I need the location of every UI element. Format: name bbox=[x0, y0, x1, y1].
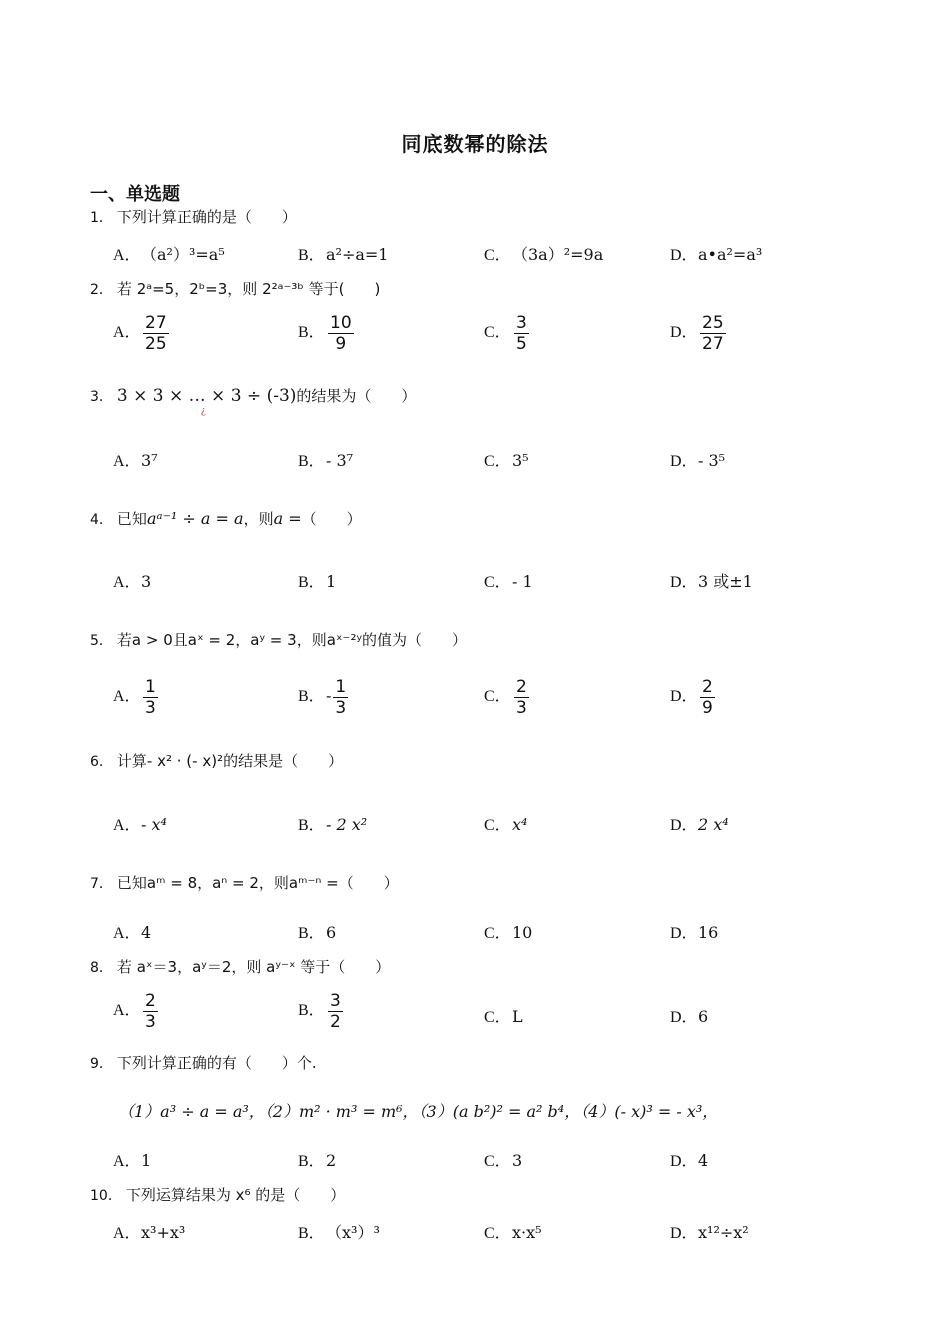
option-b[interactable]: B．6 bbox=[298, 923, 337, 942]
option-c[interactable]: C．3 bbox=[484, 1151, 523, 1170]
question-6 bbox=[90, 750, 343, 771]
option-a[interactable]: A．3⁷ bbox=[113, 451, 158, 470]
option-c[interactable]: C． $\frac{3}{5}$ bbox=[484, 313, 527, 354]
option-d[interactable]: D．x¹²÷x² bbox=[670, 1223, 749, 1242]
option-d[interactable]: D．a•a²=a³ bbox=[670, 245, 763, 264]
page-title: 同底数幂的除法 bbox=[401, 132, 549, 156]
question-5 bbox=[90, 629, 467, 650]
question-number: 7． bbox=[90, 876, 113, 892]
question-1 bbox=[90, 206, 297, 227]
fraction: $\frac{25}{27}$ bbox=[702, 313, 724, 354]
option-a[interactable]: A．4 bbox=[113, 923, 152, 942]
option-d[interactable]: D．3 或±1 bbox=[670, 572, 753, 591]
fraction: $\frac{27}{25}$ bbox=[145, 313, 167, 354]
option-a[interactable]: A． $\frac{1}{3}$ bbox=[113, 677, 156, 718]
fraction: $\frac{2}{3}$ bbox=[145, 991, 156, 1032]
option-b[interactable]: B． $\frac{3}{2}$ bbox=[298, 991, 341, 1032]
option-c[interactable]: C．x⁴ bbox=[484, 815, 528, 834]
math-expression: a = bbox=[273, 509, 302, 528]
question-stem: 若 2ᵃ=5，2ᵇ=3，则 2²ᵃ⁻³ᵇ 等于( ) bbox=[116, 280, 381, 298]
option-c[interactable]: C． $\frac{2}{3}$ bbox=[484, 677, 527, 718]
option-b[interactable]: B． $\frac{10}{9}$ bbox=[298, 313, 352, 354]
question-stem: 下列运算结果为 x⁶ 的是（ ） bbox=[125, 1186, 346, 1204]
option-d[interactable]: D．2 x⁴ bbox=[670, 815, 729, 834]
option-d[interactable]: D．16 bbox=[670, 923, 719, 942]
option-c[interactable]: C．10 bbox=[484, 923, 533, 942]
question-8 bbox=[90, 956, 390, 977]
option-c[interactable]: C．- 1 bbox=[484, 572, 533, 591]
option-c[interactable]: C．（3a）²=9a bbox=[484, 245, 604, 264]
question-9 bbox=[90, 1052, 317, 1073]
option-b[interactable]: B．- 2 x² bbox=[298, 815, 368, 834]
question-number: 8． bbox=[90, 960, 113, 976]
option-b[interactable]: B．- $\frac{1}{3}$ bbox=[298, 677, 347, 718]
option-a[interactable]: A．（a²）³=a⁵ bbox=[113, 245, 225, 264]
question-stem: 若 aˣ＝3，aʸ＝2，则 aʸ⁻ˣ 等于（ ） bbox=[116, 958, 391, 976]
question-stem: 下列计算正确的有（ ）个. bbox=[116, 1054, 317, 1072]
option-c[interactable]: C．L bbox=[484, 1007, 523, 1026]
question-3 bbox=[90, 385, 416, 406]
fraction: $\frac{1}{3}$ bbox=[145, 677, 156, 718]
question-stem: 下列计算正确的是（ ） bbox=[116, 208, 297, 226]
question-number: 1． bbox=[90, 210, 113, 226]
option-d[interactable]: D．- 3⁵ bbox=[670, 451, 726, 470]
option-b[interactable]: B．（x³）³ bbox=[298, 1223, 380, 1242]
fraction: $\frac{10}{9}$ bbox=[330, 313, 352, 354]
option-b[interactable]: B．1 bbox=[298, 572, 337, 591]
question-2 bbox=[90, 278, 380, 299]
question-stem: 已知aᵐ = 8，aⁿ = 2，则aᵐ⁻ⁿ =（ ） bbox=[116, 874, 399, 892]
fraction: $\frac{2}{3}$ bbox=[516, 677, 527, 718]
option-d[interactable]: D． $\frac{25}{27}$ bbox=[670, 313, 724, 354]
option-a[interactable]: A． $\frac{27}{25}$ bbox=[113, 313, 167, 354]
question-number: 6． bbox=[90, 754, 113, 770]
question-number: 2． bbox=[90, 282, 113, 298]
option-a[interactable]: A．- x⁴ bbox=[113, 815, 167, 834]
option-b[interactable]: B．a²÷a=1 bbox=[298, 245, 389, 264]
annotation-mark: ¿ bbox=[201, 404, 206, 416]
question-number: 9． bbox=[90, 1056, 113, 1072]
fraction: $\frac{1}{3}$ bbox=[335, 677, 347, 718]
question-stem: 计算- x² · (- x)²的结果是（ ） bbox=[116, 752, 344, 770]
question-number: 10． bbox=[90, 1188, 122, 1204]
question-number: 4． bbox=[90, 512, 113, 528]
math-expression: 3 × 3 × … × 3 ÷ (-3) bbox=[116, 386, 297, 406]
math-expression: （1）a³ ÷ a = a³，（2）m² · m³ = m⁶，（3）(a b²)² = a² b⁴，（4）(- x)³ = - x³， bbox=[118, 1102, 719, 1121]
option-d[interactable]: D．6 bbox=[670, 1007, 709, 1026]
option-b[interactable]: B．2 bbox=[298, 1151, 337, 1170]
question-7 bbox=[90, 872, 399, 893]
option-b[interactable]: B．- 3⁷ bbox=[298, 451, 354, 470]
question-stem: 若a > 0且aˣ = 2，aʸ = 3，则aˣ⁻²ʸ的值为（ ） bbox=[116, 631, 468, 649]
option-a[interactable]: A．x³+x³ bbox=[113, 1223, 186, 1242]
fraction: $\frac{3}{5}$ bbox=[516, 313, 527, 354]
question-4: 4． 已知aᵃ⁻¹ ÷ a = a，则a =（ ） bbox=[90, 509, 362, 528]
option-a[interactable]: A．3 bbox=[113, 572, 152, 591]
question-10 bbox=[90, 1184, 345, 1205]
option-a[interactable]: A．1 bbox=[113, 1151, 152, 1170]
option-d[interactable]: D． $\frac{2}{9}$ bbox=[670, 677, 713, 718]
option-c[interactable]: C．x·x⁵ bbox=[484, 1223, 542, 1242]
option-a[interactable]: A． $\frac{2}{3}$ bbox=[113, 991, 156, 1032]
section-heading: 一、单选题 bbox=[90, 184, 180, 205]
sub-statements bbox=[118, 1099, 718, 1122]
option-c[interactable]: C．3⁵ bbox=[484, 451, 529, 470]
question-number: 3． bbox=[90, 389, 113, 405]
option-d[interactable]: D．4 bbox=[670, 1151, 709, 1170]
question-number: 5． bbox=[90, 633, 113, 649]
fraction: $\frac{2}{9}$ bbox=[702, 677, 713, 718]
math-expression: aᵃ⁻¹ ÷ a = a bbox=[146, 509, 244, 528]
question-stem: 的结果为（ ） bbox=[296, 387, 417, 405]
fraction: $\frac{3}{2}$ bbox=[330, 991, 341, 1032]
